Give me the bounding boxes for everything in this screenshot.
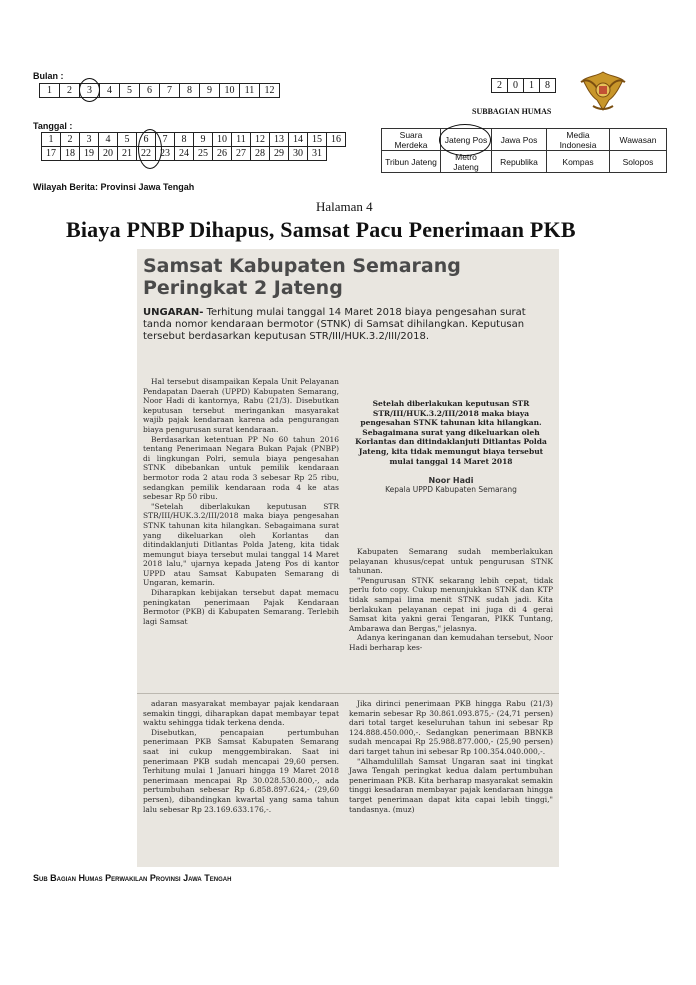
year-digit-cell: 0 (508, 79, 524, 93)
headline: Biaya PNBP Dihapus, Samsat Pacu Penerimaan PKB (66, 217, 576, 242)
pull-quote-role: Kepala UPPD Kabupaten Semarang (385, 485, 517, 495)
date-cell: 15 (308, 133, 327, 147)
paragraph: Hal tersebut disampaikan Kepala Unit Pelayanan Pendapatan Daerah (UPPD) Kabupaten Semarang, Noor Hadi di kantornya, Rabu (21/3). Disebutkan keputusan tersebut meringankan masyarakat wajib pajak kendaraan karena ada pengurangan biaya pengurusan surat kendaraan. (143, 377, 339, 434)
paragraph: Adanya keringanan dan kemudahan tersebut, Noor Hadi berharap kes- (349, 633, 553, 652)
month-cell: 10 (220, 84, 240, 98)
paragraph: "Pengurusan STNK sekarang lebih cepat, tidak perlu foto copy. Cukup menunjukkan STNK dan KTP tidak sampai lima menit STNK sudah jadi. Kita berlakukan pelayanan cepat ini juga di 4 gerai Samsat kita yakni gerai Tengaran, PIKK Tuntang, Ambarawa dan Bergas," jelasnya. (349, 575, 553, 633)
newspaper-cell: Kompas (547, 151, 610, 173)
date-cell: 17 (42, 147, 61, 161)
paragraph: Berdasarkan ketentuan PP No 60 tahun 2016 tentang Penerimaan Negara Bukan Pajak (PNBP) di lingkungan Polri, semula biaya pengesahan STNK dibebankan untuk pemilik kendaraan bermotor roda 2 atau roda 3 sebesar Rp 25 ribu, sedangkan pemilik kendaraan roda 4 ke atas sebesar Rp 50 ribu. (143, 434, 339, 502)
date-cell: 22 (137, 147, 156, 161)
clip-lead (143, 307, 549, 343)
clip-column-4 (349, 699, 553, 814)
newspaper-cell: Metro Jateng (441, 151, 492, 173)
month-cell: 9 (200, 84, 220, 98)
date-cell: 21 (118, 147, 137, 161)
newspaper-table (381, 128, 667, 173)
newspaper-cell: Tribun Jateng (382, 151, 441, 173)
date-cell: 6 (137, 133, 156, 147)
bulan-label: Bulan : (33, 71, 64, 81)
month-grid (39, 83, 280, 98)
date-cell: 7 (156, 133, 175, 147)
date-cell: 31 (308, 147, 327, 161)
newspaper-cell: Wawasan (610, 129, 667, 151)
date-cell: 16 (327, 133, 346, 147)
clip-lead-text: Terhitung mulai tanggal 14 Maret 2018 biaya pengesahan surat tanda nomor kendaraan bermotor (STNK) di Samsat dihilangkan. Keputusan tersebut berdasarkan keputusan STR/III/HUK.3.2/III/2018. (143, 307, 526, 342)
month-selection-circle (79, 78, 100, 102)
date-cell: 8 (175, 133, 194, 147)
clip-column-2 (349, 547, 553, 653)
date-cell: 26 (213, 147, 232, 161)
month-cell: 5 (120, 84, 140, 98)
month-cell: 6 (140, 84, 160, 98)
newspaper-cell: Suara Merdeka (382, 129, 441, 151)
date-selection-circle (138, 129, 162, 169)
date-cell: 29 (270, 147, 289, 161)
date-cell: 13 (270, 133, 289, 147)
wilayah-berita: Wilayah Berita: Provinsi Jawa Tengah (33, 182, 195, 192)
month-cell: 11 (240, 84, 260, 98)
date-cell: 11 (232, 133, 251, 147)
paragraph: adaran masyarakat membayar pajak kendaraan semakin tinggi, diharapkan dapat membayar tepat waktu sehingga tidak terkena denda. (143, 699, 339, 728)
date-cell: 2 (61, 133, 80, 147)
date-cell: 30 (289, 147, 308, 161)
date-cell: 5 (118, 133, 137, 147)
date-grid (41, 132, 346, 161)
footer: Sub Bagian Humas Perwakilan Provinsi Jawa Tengah (33, 873, 232, 883)
paper-selection-circle (439, 124, 491, 156)
pull-quote-text: Setelah diberlakukan keputusan STR STR/III/HUK.3.2/III/2018 maka biaya pengesahan STNK tahunan kita hilangkan. Sebagaimana surat yang dikeluarkan oleh Korlantas dan ditindaklanjuti Ditlantas Polda Jateng, kita tidak memungut biaya tersebut mulai tanggal 14 Maret 2018 (355, 399, 547, 466)
date-cell: 25 (194, 147, 213, 161)
tanggal-label: Tanggal : (33, 121, 73, 131)
date-cell: 1 (42, 133, 61, 147)
year-digit-cell: 8 (540, 79, 556, 93)
date-cell: 23 (156, 147, 175, 161)
date-cell: 28 (251, 147, 270, 161)
paragraph: Jika dirinci penerimaan PKB hingga Rabu (21/3) kemarin sebesar Rp 30.861.093.875,- (24,71 persen) dari total target keseluruhan tahun ini sebesar Rp 124.888.450.000,-. Sedangkan penerimaan BBNKB sudah mencapai Rp 25.988.877.000,- (25,90 persen) dari target tahun ini sebesar Rp 100.354.040.000,-. (349, 699, 553, 756)
page-number: Halaman 4 (316, 199, 373, 214)
year-grid (491, 78, 556, 93)
newspaper-cell: Jawa Pos (492, 129, 547, 151)
year-digit-cell: 1 (524, 79, 540, 93)
month-cell: 7 (160, 84, 180, 98)
subbagian-humas: SUBBAGIAN HUMAS (472, 107, 552, 116)
newspaper-cell: Media Indonesia (547, 129, 610, 151)
month-cell: 4 (100, 84, 120, 98)
newspaper-cell: Republika (492, 151, 547, 173)
paragraph: Disebutkan, pencapaian pertumbuhan penerimaan PKB Samsat Kabupaten Semarang saat ini cukup menggembirakan. Saat ini penerimaan PKB sudah mencapai 29,60 persen. Terhitung mulai 1 Januari hingga 19 Maret 2018 penerimaan mencapai Rp 30.028.530.800,-, ada pertumbuhan sebesar Rp 6.858.897.624,- (29,60 persen), dibandingkan kwartal yang sama tahun lalu sebesar Rp 23.169.633.176,-. (143, 727, 339, 814)
month-cell: 12 (260, 84, 280, 98)
date-cell: 12 (251, 133, 270, 147)
date-cell: 20 (99, 147, 118, 161)
clip-title-line1: Samsat Kabupaten Semarang (143, 255, 461, 277)
paragraph: Diharapkan kebijakan tersebut dapat memacu peningkatan penerimaan Pajak Kendaraan Bermotor (PKB) di Kabupaten Semarang. Terlebih lagi Samsat (143, 588, 339, 626)
pull-quote-name: Noor Hadi (428, 476, 474, 486)
date-cell: 14 (289, 133, 308, 147)
month-cell: 1 (40, 84, 60, 98)
clip-divider (137, 693, 559, 694)
garuda-emblem-icon (577, 66, 629, 118)
clip-column-1 (143, 377, 339, 626)
month-cell: 8 (180, 84, 200, 98)
month-cell: 3 (80, 84, 100, 98)
date-cell: 19 (80, 147, 99, 161)
date-cell: 9 (194, 133, 213, 147)
clip-title-line2: Peringkat 2 Jateng (143, 277, 343, 299)
newspaper-cell: Solopos (610, 151, 667, 173)
month-cell: 2 (60, 84, 80, 98)
date-cell: 27 (232, 147, 251, 161)
clip-dateline: UNGARAN- (143, 307, 204, 318)
date-cell: 4 (99, 133, 118, 147)
year-digit-cell: 2 (492, 79, 508, 93)
date-cell: 3 (80, 133, 99, 147)
newspaper-clipping (137, 249, 559, 867)
paragraph: Kabupaten Semarang sudah memberlakukan pelayanan khusus/cepat untuk pengurusan STNK tahunan. (349, 547, 553, 576)
date-cell: 10 (213, 133, 232, 147)
date-cell: 18 (61, 147, 80, 161)
date-cell: 24 (175, 147, 194, 161)
clip-column-3 (143, 699, 339, 814)
newspaper-cell: Jateng Pos (441, 129, 492, 151)
paragraph: "Alhamdulillah Samsat Ungaran saat ini tingkat Jawa Tengah peringkat kedua dalam pertumbuhan penerimaan PKB. Kita berharap masyarakat semakin tinggi kesadaran membayar pajak kendaraan hingga target penerimaan dapat kita capai lebih tinggi," tandasnya. (muz) (349, 756, 553, 814)
clip-pull-quote (349, 399, 553, 494)
paragraph: "Setelah diberlakukan keputusan STR STR/III/HUK.3.2/III/2018 maka biaya pengesahan STNK tahunan kita hilangkan. Sebagaimana surat yang dikeluarkan oleh Korlantas dan ditindaklanjuti Ditlantas Polda Jateng, kita tidak memungut biaya tersebut mulai tanggal 14 Maret 2018 lalu," ujarnya kepada Jateng Pos di kantor UPPD atau Samsat Kabupaten Semarang di Ungaran, kemarin. (143, 501, 339, 588)
